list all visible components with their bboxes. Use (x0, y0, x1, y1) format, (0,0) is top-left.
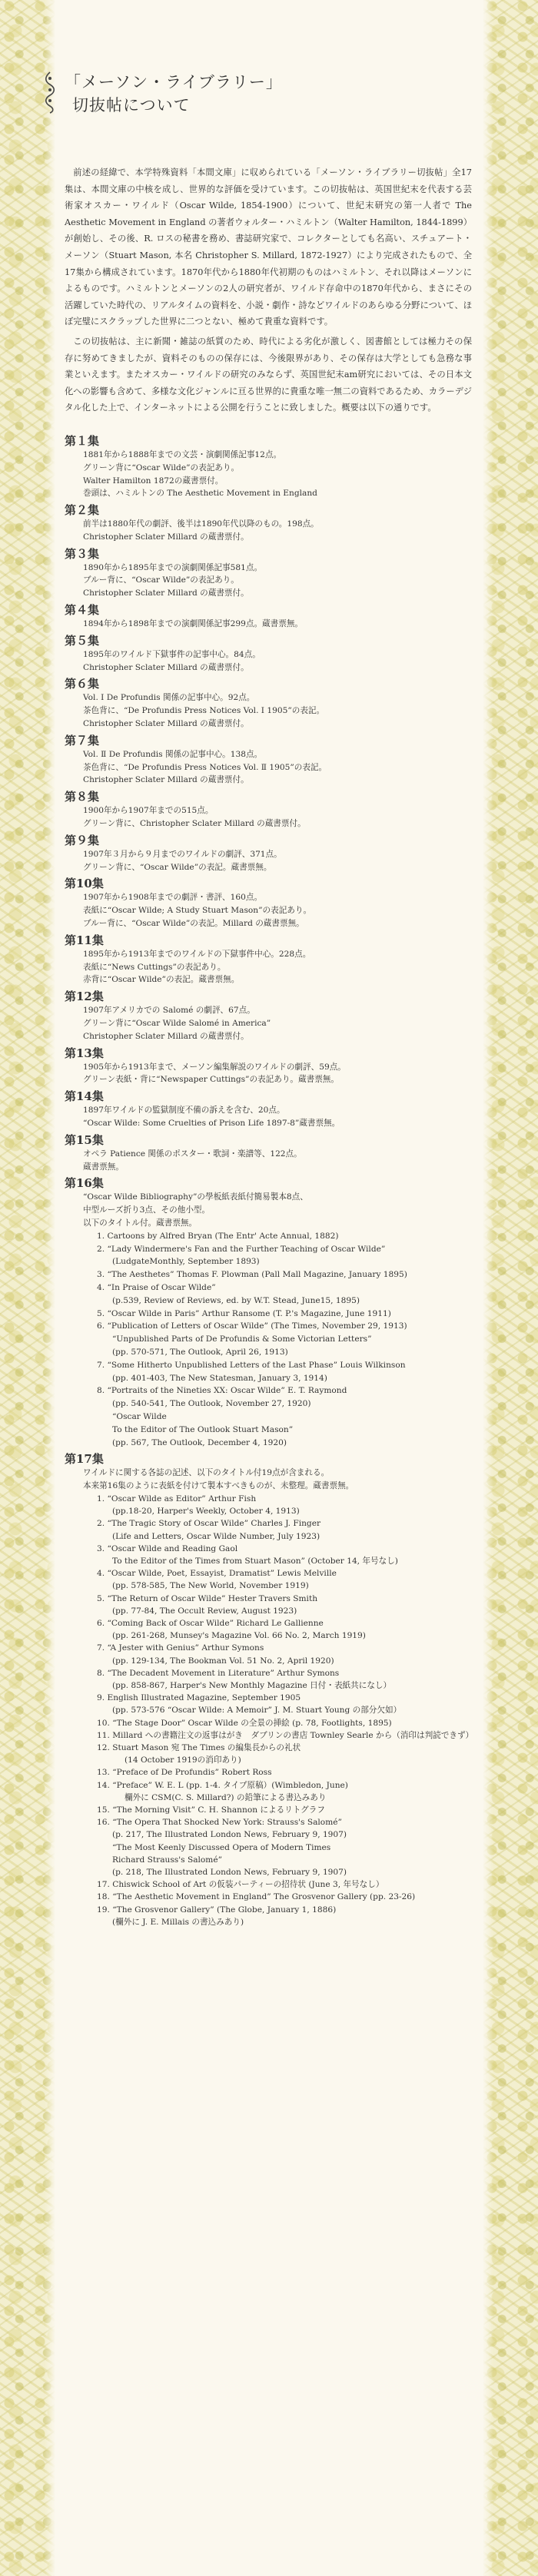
collection-title: 第３集 (65, 546, 100, 561)
collection-section (65, 502, 472, 544)
collection-line: ブルー背に、“Oscar Wilde”の表記あり。 (83, 575, 239, 585)
collection-line: 1. “Oscar Wilde as Editor” Arthur Fish (97, 1494, 257, 1503)
collection-section (65, 1089, 472, 1130)
page-title: 「メーソン・ライブラリー」 (65, 73, 283, 91)
collection-section (65, 633, 472, 675)
main-content (65, 0, 472, 1931)
collection-line: 11. Millard への書籍注文の返事はがき ダブリンの書店 Townley Searle から（消印は判読できず） (97, 1730, 474, 1740)
collection-section (65, 789, 472, 830)
collection-line: 7. “A Jester with Genius” Arthur Symons (97, 1643, 264, 1653)
collection-section (65, 1451, 472, 1928)
collection-section (65, 1046, 472, 1087)
collection-line: 中型ルーズ折り3点、その他小型。 (83, 1205, 211, 1215)
collection-line: 巻頭は、ハミルトンの The Aesthetic Movement in England (83, 489, 317, 499)
collection-title: 第７集 (65, 733, 100, 748)
collection-line: 欄外に CSM(C. S. Millard?) の鉛筆による書込みあり (125, 1792, 327, 1802)
collection-line: 2. “Lady Windermere's Fan and the Further Teaching of Oscar Wilde” (97, 1244, 386, 1254)
collection-line: (pp. 578-585, The New World, November 1919) (112, 1581, 309, 1591)
collection-line: (pp. 573-576 “Oscar Wilde: A Memoir” J. M. Stuart Young の部分欠如） (112, 1706, 402, 1716)
decorative-border-left (0, 0, 55, 2576)
collection-line: 表紙に“News Cuttings”の表記あり。 (83, 962, 226, 972)
collection-line: 15. “The Morning Visit” C. H. Shannon によるリトグラフ (97, 1805, 325, 1815)
collection-line: 赤背に“Oscar Wilde”の表記。蔵書票無。 (83, 975, 240, 985)
collection-line: 5. “The Return of Oscar Wilde” Hester Travers Smith (97, 1593, 318, 1603)
collection-section (65, 1175, 472, 1449)
collection-section (65, 833, 472, 874)
collection-line: グリーン背に“Oscar Wilde”の表記あり。 (83, 462, 240, 472)
collection-title: 第２集 (65, 503, 100, 518)
collection-title: 第14集 (65, 1089, 104, 1104)
collection-line: 5. “Oscar Wilde in Paris” Arthur Ransome (T. P.'s Magazine, June 1911) (97, 1308, 391, 1318)
page-heading (65, 71, 472, 120)
collection-line: (pp. 77-84, The Occult Review, August 1923) (112, 1606, 297, 1616)
collection-line: 2. “The Tragic Story of Oscar Wilde” Charles J. Finger (97, 1519, 321, 1529)
collection-line: Christopher Sclater Millard の蔵書票付。 (83, 588, 249, 598)
collection-line: ブルー背に、“Oscar Wilde”の表記。Millard の蔵書票無。 (83, 919, 304, 929)
collection-line: 茶色背に、“De Profundis Press Notices Vol. Ⅱ 1905”の表記。 (83, 762, 327, 772)
collection-line: Christopher Sclater Millard の蔵書票付。 (83, 1031, 249, 1041)
collection-line: Walter Hamilton 1872の蔵書票付。 (83, 476, 224, 486)
collection-line: To the Editor of the Times from Stuart Mason” (October 14, 年号なし) (112, 1556, 398, 1566)
collection-title: 第１集 (65, 433, 100, 448)
collection-line: (pp. 401-403, The New Statesman, January 3, 1914) (112, 1373, 327, 1383)
collection-line: 表紙に“Oscar Wilde; A Study Stuart Mason”の表記あり。 (83, 906, 312, 916)
collection-line: 3. “Oscar Wilde and Reading Gaol (97, 1543, 238, 1553)
collection-line: 1907年アメリカでの Salomé の劇評、67点。 (83, 1006, 255, 1016)
collection-line: 3. “The Aesthetes” Thomas F. Plowman (Pall Mall Magazine, January 1895) (97, 1270, 407, 1280)
collection-line: 12. Stuart Mason 宛 The Times の編集長からの礼状 (97, 1742, 301, 1752)
collection-title: 第４集 (65, 603, 100, 618)
collection-line: “Oscar Wilde Bibliography”の學板紙表紙付簡易製本8点、 (83, 1192, 308, 1202)
collection-line: 茶色背に、“De Profundis Press Notices Vol. Ⅰ 1905”の表記。 (83, 706, 325, 716)
collection-line: “The Most Keenly Discussed Opera of Modern Times (112, 1842, 331, 1852)
collection-line: (pp. 858-867, Harper's New Monthly Magazine 日付・表紙共になし） (112, 1680, 392, 1690)
collection-section (65, 676, 472, 730)
collection-section (65, 433, 472, 500)
collection-title: 第12集 (65, 990, 104, 1004)
intro-text (65, 164, 472, 416)
collection-line: Christopher Sclater Millard の蔵書票付。 (83, 719, 249, 729)
collection-line: 14. “Preface” W. E. L (pp. 1-4. タイプ原稿）(Wimbledon, June) (97, 1780, 348, 1790)
collection-line: 1895年から1913年までのワイルドの下獄事件中心。228点。 (83, 949, 311, 959)
collection-line: グリーン表紙・背に“Newspaper Cuttings”の表記あり。蔵書票無。 (83, 1075, 339, 1085)
collection-line: Richard Strauss's Salomé” (112, 1855, 223, 1865)
collection-line: 4. “Oscar Wilde, Poet, Essayist, Dramatist” Lewis Melville (97, 1569, 337, 1579)
collection-line: グリーン背に“Oscar Wilde Salomé in America” (83, 1019, 271, 1029)
collection-line: 6. “Coming Back of Oscar Wilde” Richard Le Gallienne (97, 1618, 324, 1628)
collection-line: 以下のタイトル付。蔵書票無。 (83, 1218, 198, 1228)
collection-section (65, 546, 472, 600)
collection-line: 19. “The Grosvenor Gallery” (The Globe, January 1, 1886) (97, 1905, 337, 1915)
collection-list (65, 433, 472, 1928)
collection-title: 第11集 (65, 933, 104, 947)
collection-line: 1881年から1888年までの文芸・演劇関係記事12点。 (83, 449, 282, 459)
intro-paragraph: 前述の経緯で、本学特殊資料「本間文庫」に収められている「メーソン・ライブラリー切抜帖」全17集は、本間文庫の中核を成し、世界的な評価を受けています。この切抜帖は、英国世紀末を代表する芸術家オスカー・ワイルド（Oscar Wilde, 1854-1900）について、世紀末研究の第一人者で The Aesthetic Movement in England の著者ウォルター・ハミルトン（Walter Hamilton, 1844-1899）が創始し、その後、R. ロスの秘書を務め、書誌研究家で、コレクターとしても名高い、スチュアート・メーソン（Stuart Mason, 本名 Christopher S. Millard, 1872-1927）により完成されたもので、全17集から構成されています。1870年代から1880年代初期のものはハミルトン、それ以降はメーソンによるものです。ハミルトンとメーソンの2人の研究者が、ワイルド存命中の1870年代から、まさにその活躍していた時代の、リアルタイムの資料を、小説・劇作・詩などワイルドのあらゆる分野について、ほぼ完璧にスクラップした世界に二つとない、極めて貴重な資料です。 (65, 167, 472, 327)
collection-title: 第８集 (65, 790, 100, 804)
collection-title: 第６集 (65, 677, 100, 691)
collection-line: 1900年から1907年までの515点。 (83, 806, 214, 816)
ornament-icon (43, 71, 57, 114)
collection-line: (14 October 1919の消印あり) (125, 1755, 241, 1765)
collection-line: 16. “The Opera That Shocked New York: Strauss's Salomé” (97, 1818, 342, 1828)
collection-line: “Oscar Wilde: Some Cruelties of Prison Life 1897-8”蔵書票無。 (83, 1119, 340, 1128)
intro-paragraph: この切抜帖は、主に新聞・雑誌の紙質のため、時代による劣化が激しく、図書館としては極力その保存に努めてきましたが、資料そのものの保存には、今後限界があり、その保存は大学としても急務な事業といえます。またオスカー・ワイルドの研究のみならず、英国世紀末am研究においては、その日本文化への影響も含めて、多様な文化ジャンルに亘る世界的に貴重な唯一無二の資料であるため、カラーデジタル化した上で、インターネットによる公開を行うことに致しました。概要は以下の通りです。 (65, 336, 472, 413)
collection-title: 第16集 (65, 1176, 104, 1191)
collection-line: (pp.18-20, Harper's Weekly, October 4, 1913) (112, 1507, 300, 1517)
collection-line: Christopher Sclater Millard の蔵書票付。 (83, 662, 249, 672)
collection-line: グリーン背に、“Oscar Wilde”の表記。蔵書票無。 (83, 862, 272, 872)
collection-section (65, 1132, 472, 1174)
collection-line: 1895年のワイルド下獄事件の記事中心。84点。 (83, 649, 261, 659)
collection-line: To the Editor of The Outlook Stuart Mason” (112, 1424, 294, 1434)
collection-line: グリーン背に、Christopher Sclater Millard の蔵書票付。 (83, 819, 306, 829)
collection-line: 10. “The Stage Door” Oscar Wilde の全景の挿絵 (p. 78, Footlights, 1895) (97, 1718, 392, 1728)
collection-line: 8. “Portraits of the Nineties XX: Oscar Wilde” E. T. Raymond (97, 1386, 347, 1396)
collection-line: 前半は1880年代の劇評、後半は1890年代以降のもの。198点。 (83, 519, 319, 529)
collection-line: 1894年から1898年までの演劇関係記事299点。蔵書票無。 (83, 619, 304, 629)
collection-line: (pp. 261-268, Munsey's Magazine Vol. 66 No. 2, March 1919) (112, 1631, 366, 1641)
collection-line: 8. “The Decadent Movement in Literature” Arthur Symons (97, 1668, 340, 1678)
collection-line: (p. 218, The Illustrated London News, February 9, 1907) (112, 1868, 347, 1878)
collection-line: 7. “Some Hitherto Unpublished Letters of the Last Phase” Louis Wilkinson (97, 1360, 406, 1370)
collection-title: 第５集 (65, 633, 100, 648)
collection-section (65, 733, 472, 787)
collection-line: “Oscar Wilde (112, 1411, 167, 1421)
collection-line: Christopher Sclater Millard の蔵書票付。 (83, 775, 249, 785)
collection-title: 第９集 (65, 833, 100, 847)
collection-line: 9. English Illustrated Magazine, September 1905 (97, 1693, 301, 1703)
collection-line: (LudgateMonthly, September 1893) (112, 1257, 260, 1267)
collection-title: 第10集 (65, 877, 104, 891)
collection-line: (pp. 567, The Outlook, December 4, 1920) (112, 1437, 287, 1447)
collection-line: オペラ Patience 関係のポスター・歌詞・楽譜等、122点。 (83, 1149, 302, 1159)
decorative-border-right (483, 0, 538, 2576)
collection-line: 18. “The Aesthetic Movement in England” The Grosvenor Gallery (pp. 23-26) (97, 1892, 416, 1902)
collection-line: Vol. Ⅱ De Profundis 関係の記事中心。138点。 (83, 749, 263, 759)
collection-title: 第15集 (65, 1132, 104, 1147)
collection-section (65, 933, 472, 986)
collection-line: 13. “Preface of De Profundis” Robert Ross (97, 1768, 272, 1778)
collection-section (65, 602, 472, 631)
collection-line: 17. Chiswick School of Art の仮装パーティーの招待状 (June 3, 年号なし） (97, 1880, 384, 1890)
collection-line: 1. Cartoons by Alfred Bryan (The Entr' Acte Annual, 1882) (97, 1231, 339, 1241)
collection-title: 第13集 (65, 1046, 104, 1060)
collection-line: Vol. Ⅰ De Profundis 関係の記事中心。92点。 (83, 693, 255, 703)
collection-section (65, 876, 472, 930)
collection-line: 1907年から1908年までの劇評・書評、160点。 (83, 893, 263, 903)
collection-line: (p. 217, The Illustrated London News, February 9, 1907) (112, 1830, 347, 1840)
collection-line: “Unpublished Parts of De Profundis & Some Victorian Letters” (112, 1334, 372, 1344)
collection-line: ワイルドに関する各誌の記述、以下のタイトル付19点が含まれる。 (83, 1468, 330, 1478)
collection-line: 4. “In Praise of Oscar Wilde” (97, 1282, 216, 1292)
collection-line: (Life and Letters, Oscar Wilde Number, July 1923) (112, 1531, 320, 1541)
collection-line: 1890年から1895年までの演劇関係記事581点。 (83, 562, 263, 572)
collection-line: (pp. 570-571, The Outlook, April 26, 1913) (112, 1347, 288, 1357)
collection-line: (欄外に J. E. Millais の書込みあり) (112, 1917, 244, 1927)
collection-section (65, 989, 472, 1043)
collection-line: 蔵書票無。 (83, 1162, 124, 1172)
page-subtitle: 切抜帖について (72, 96, 191, 114)
collection-line: 1905年から1913年まで、メーソン編集解説のワイルドの劇評、59点。 (83, 1062, 346, 1072)
collection-line: 1897年ワイルドの監獄制度不備の訴えを含む、20点。 (83, 1106, 285, 1116)
collection-line: 1907年３月から９月までのワイルドの劇評、371点。 (83, 849, 282, 859)
collection-line: 6. “Publication of Letters of Oscar Wilde” (The Times, November 29, 1913) (97, 1321, 407, 1331)
collection-title: 第17集 (65, 1452, 104, 1467)
collection-line: 本来第16集のように表紙を付けて製本すべきものが、未整理。蔵書票無。 (83, 1481, 354, 1491)
collection-line: (pp. 540-541, The Outlook, November 27, 1920) (112, 1399, 311, 1409)
collection-line: (p.539, Review of Reviews, ed. by W.T. Stead, June15, 1895) (112, 1295, 360, 1305)
collection-line: (pp. 129-134, The Bookman Vol. 51 No. 2, April 1920) (112, 1656, 334, 1666)
collection-line: Christopher Sclater Millard の蔵書票付。 (83, 532, 249, 542)
